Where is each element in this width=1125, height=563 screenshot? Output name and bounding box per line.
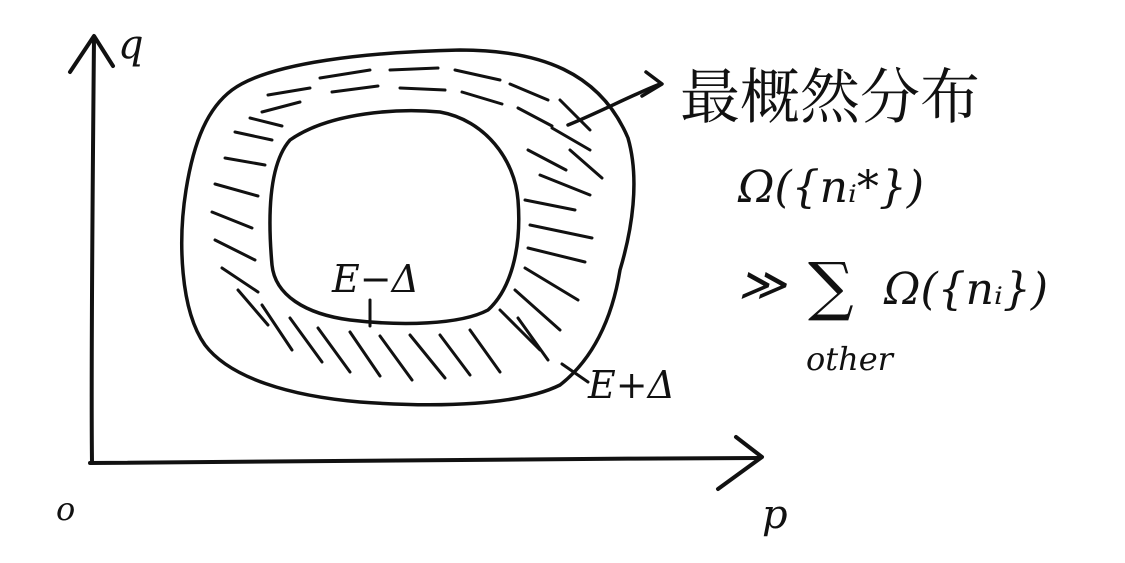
sum-term: Ω({nᵢ})	[884, 264, 1048, 315]
formula-main: Ω({nᵢ*})	[738, 162, 924, 213]
y-axis-arrowhead	[70, 36, 113, 72]
y-axis	[92, 38, 94, 463]
annotation-title: 最概然分布	[680, 63, 980, 133]
inner-contour-label: E−Δ	[332, 257, 420, 301]
y-axis-label: q	[118, 22, 144, 68]
origin-label: o	[56, 490, 76, 528]
sum-subscript: other	[806, 340, 893, 378]
annotation-arrow	[568, 84, 660, 125]
x-axis-arrowhead	[718, 437, 762, 489]
relation-symbol: ≫	[738, 257, 787, 311]
sum-symbol: ∑	[808, 250, 854, 324]
x-axis-label: p	[762, 492, 788, 538]
annotation-arrowhead	[642, 72, 662, 96]
outer-contour-label: E+Δ	[588, 363, 676, 407]
x-axis	[90, 458, 760, 463]
